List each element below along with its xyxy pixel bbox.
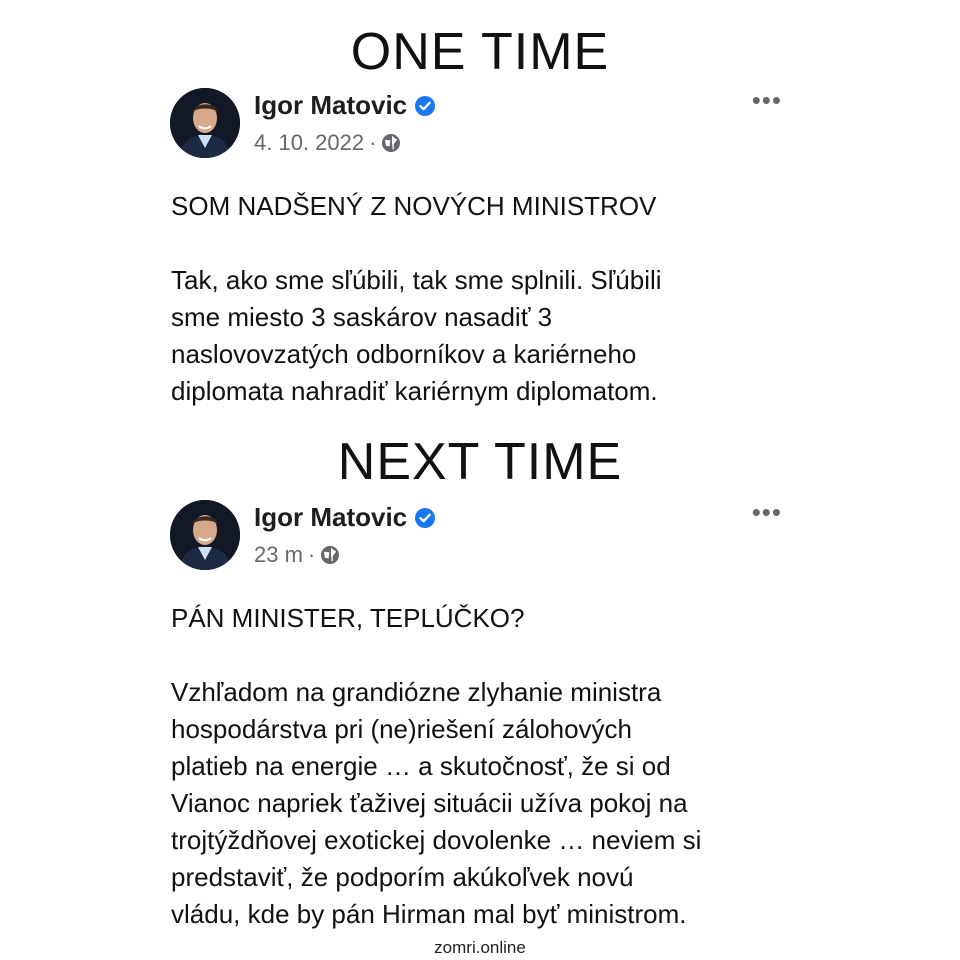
meta-separator: · bbox=[369, 130, 377, 155]
post-heading: SOM NADŠENÝ Z NOVÝCH MINISTROV bbox=[171, 191, 657, 221]
section-title-one-time: ONE TIME bbox=[350, 23, 610, 81]
author-line bbox=[254, 90, 436, 121]
more-options-icon[interactable]: ••• bbox=[751, 497, 782, 527]
section-title-next-time: NEXT TIME bbox=[337, 433, 623, 491]
post-body bbox=[171, 600, 811, 933]
author-avatar[interactable] bbox=[170, 88, 240, 158]
globe-icon bbox=[381, 133, 401, 153]
verified-badge-icon bbox=[414, 95, 436, 117]
author-line bbox=[254, 502, 436, 533]
paragraph-gap bbox=[171, 225, 811, 262]
post-line: vládu, kde by pán Hirman mal byť ministrom. bbox=[171, 899, 687, 929]
post-line: predstaviť, že podporím akúkoľvek novú bbox=[171, 862, 634, 892]
avatar-photo bbox=[170, 88, 240, 158]
paragraph-gap bbox=[171, 637, 811, 674]
post-line: trojtýždňovej exotickej dovolenke … neviem si bbox=[171, 825, 702, 855]
post-timestamp[interactable]: 23 m bbox=[254, 542, 303, 567]
watermark: zomri.online bbox=[434, 938, 526, 957]
post-line: diplomata nahradiť kariérnym diplomatom. bbox=[171, 376, 658, 406]
verified-badge-icon bbox=[414, 507, 436, 529]
post-heading: PÁN MINISTER, TEPLÚČKO? bbox=[171, 603, 525, 633]
post-header bbox=[170, 85, 790, 164]
author-name[interactable]: Igor Matovic bbox=[254, 502, 408, 532]
post-timestamp[interactable]: 4. 10. 2022 bbox=[254, 130, 365, 155]
author-avatar[interactable] bbox=[170, 500, 240, 570]
post-line: naslovovzatých odborníkov a kariérneho bbox=[171, 339, 637, 369]
post-line: Tak, ako sme sľúbili, tak sme splnili. Sľúbili bbox=[171, 265, 662, 295]
post-meta bbox=[254, 130, 401, 156]
post-line: sme miesto 3 saskárov nasadiť 3 bbox=[171, 302, 553, 332]
avatar-photo bbox=[170, 500, 240, 570]
post-line: platieb na energie … a skutočnosť, že si od bbox=[171, 751, 671, 781]
more-options-icon[interactable]: ••• bbox=[751, 85, 782, 115]
post-body bbox=[171, 188, 811, 410]
author-name[interactable]: Igor Matovic bbox=[254, 90, 408, 120]
meta-separator: · bbox=[307, 542, 316, 567]
post-line: Vianoc napriek ťaživej situácii užíva pokoj na bbox=[171, 788, 688, 818]
post-line: hospodárstva pri (ne)riešení zálohových bbox=[171, 714, 633, 744]
post-line: Vzhľadom na grandiózne zlyhanie ministra bbox=[171, 677, 662, 707]
post-meta bbox=[254, 542, 340, 568]
globe-icon bbox=[320, 545, 340, 565]
post-header bbox=[170, 497, 790, 576]
